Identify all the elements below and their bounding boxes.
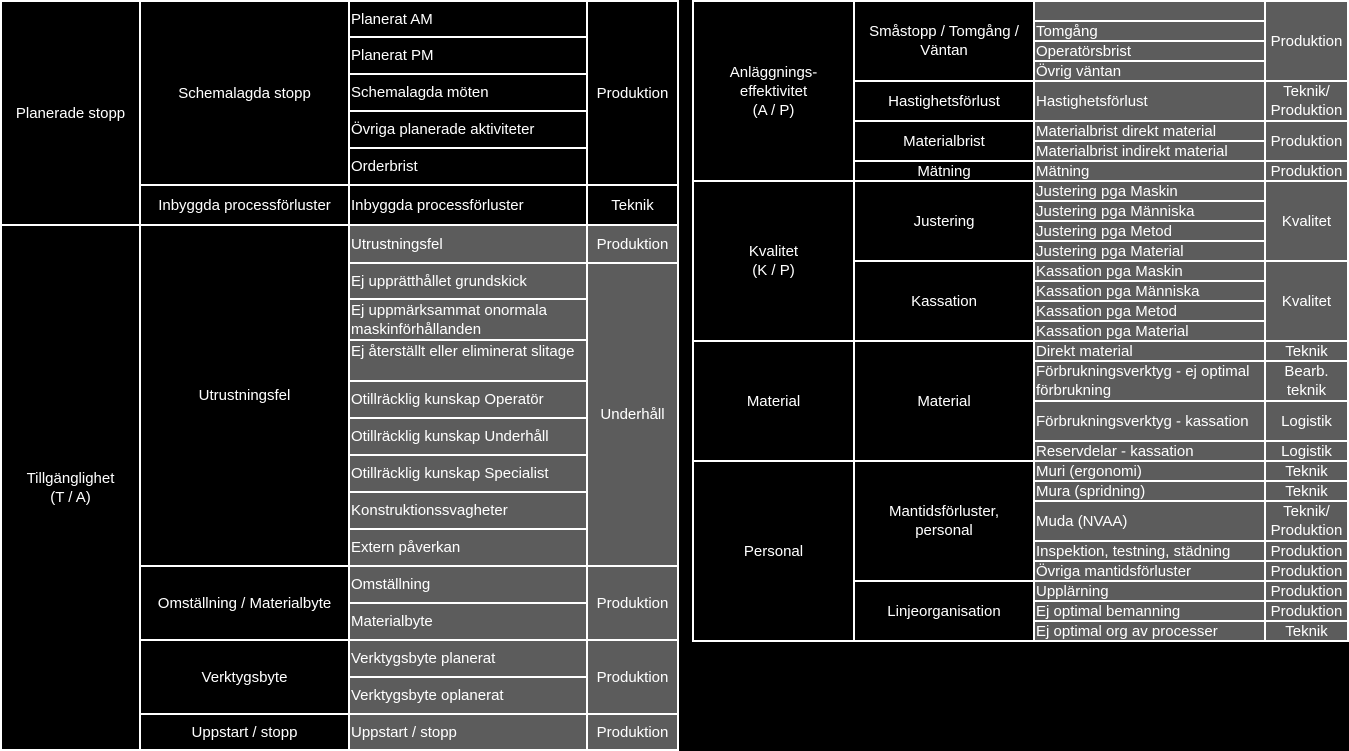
owner-cell: Produktion xyxy=(1264,600,1349,622)
loss-item: Mätning xyxy=(1033,160,1266,182)
loss-item: Konstruktionssvagheter xyxy=(348,491,588,530)
subcategory-mantidsforluster: Mantidsförluster, personal xyxy=(853,460,1035,582)
loss-item: Materialbrist direkt material xyxy=(1033,120,1266,142)
owner-cell: Underhåll xyxy=(586,262,679,567)
loss-item: Planerat AM xyxy=(348,0,588,38)
loss-item: Förbrukningsverktyg - kassation xyxy=(1033,400,1266,442)
owner-cell: Teknik/ Produktion xyxy=(1264,80,1349,122)
loss-item: Muri (ergonomi) xyxy=(1033,460,1266,482)
loss-item: Materialbyte xyxy=(348,602,588,641)
owner-cell: Produktion xyxy=(586,224,679,264)
loss-item: Otillräcklig kunskap Operatör xyxy=(348,380,588,419)
loss-item: Övrig väntan xyxy=(1033,60,1266,82)
loss-item: Ej optimal org av processer xyxy=(1033,620,1266,642)
loss-item: Inbyggda processförluster xyxy=(348,184,588,226)
category-anlaggningseffektivitet: Anläggnings- effektivitet (A / P) xyxy=(692,0,855,182)
subcategory-inbyggda: Inbyggda processförluster xyxy=(139,184,350,226)
loss-item: Övriga planerade aktiviteter xyxy=(348,110,588,149)
loss-item: Uppstart / stopp xyxy=(348,713,588,751)
owner-cell: Produktion xyxy=(1264,540,1349,562)
loss-item: Kassation pga Maskin xyxy=(1033,260,1266,282)
subcategory-material: Material xyxy=(853,340,1035,462)
owner-cell: Produktion xyxy=(1264,580,1349,602)
loss-item: Muda (NVAA) xyxy=(1033,500,1266,542)
owner-cell: Produktion xyxy=(1264,560,1349,582)
loss-item: Verktygsbyte planerat xyxy=(348,639,588,678)
loss-item: Ej uppmärksammat onormala maskinförhållanden xyxy=(348,298,588,341)
loss-item: Planerat PM xyxy=(348,36,588,75)
owner-cell: Kvalitet xyxy=(1264,180,1349,262)
loss-item: Schemalagda möten xyxy=(348,73,588,112)
blank-row xyxy=(1033,0,1266,22)
loss-item: Justering pga Material xyxy=(1033,240,1266,262)
loss-item: Inspektion, testning, städning xyxy=(1033,540,1266,562)
owner-cell: Produktion xyxy=(1264,160,1349,182)
owner-cell: Logistik xyxy=(1264,440,1349,462)
owner-cell: Logistik xyxy=(1264,400,1349,442)
loss-item: Förbrukningsverktyg - ej optimal förbrukning xyxy=(1033,360,1266,402)
loss-item: Verktygsbyte oplanerat xyxy=(348,676,588,715)
subcategory-schemalagda-stopp: Schemalagda stopp xyxy=(139,0,350,186)
loss-item: Otillräcklig kunskap Underhåll xyxy=(348,417,588,456)
loss-item: Omställning xyxy=(348,565,588,604)
loss-item: Justering pga Maskin xyxy=(1033,180,1266,202)
loss-item: Direkt material xyxy=(1033,340,1266,362)
loss-item: Övriga mantidsförluster xyxy=(1033,560,1266,582)
loss-item: Mura (spridning) xyxy=(1033,480,1266,502)
category-tillganglighet: Tillgänglighet (T / A) xyxy=(0,224,141,751)
subcategory-omstallning: Omställning / Materialbyte xyxy=(139,565,350,641)
subcategory-materialbrist: Materialbrist xyxy=(853,120,1035,162)
owner-cell: Teknik xyxy=(1264,480,1349,502)
loss-item: Justering pga Metod xyxy=(1033,220,1266,242)
loss-item: Upplärning xyxy=(1033,580,1266,602)
loss-item: Extern påverkan xyxy=(348,528,588,567)
owner-cell: Bearb. teknik xyxy=(1264,360,1349,402)
loss-item: Kassation pga Material xyxy=(1033,320,1266,342)
subcategory-justering: Justering xyxy=(853,180,1035,262)
loss-item: Ej upprätthållet grundskick xyxy=(348,262,588,300)
loss-item: Reservdelar - kassation xyxy=(1033,440,1266,462)
subcategory-kassation: Kassation xyxy=(853,260,1035,342)
owner-cell: Produktion xyxy=(586,0,679,186)
owner-cell: Teknik xyxy=(1264,620,1349,642)
loss-item: Operatörsbrist xyxy=(1033,40,1266,62)
loss-item: Justering pga Människa xyxy=(1033,200,1266,222)
loss-item: Ej optimal bemanning xyxy=(1033,600,1266,622)
subcategory-linjeorganisation: Linjeorganisation xyxy=(853,580,1035,642)
loss-item: Hastighetsförlust xyxy=(1033,80,1266,122)
category-material: Material xyxy=(692,340,855,462)
loss-item: Tomgång xyxy=(1033,20,1266,42)
subcategory-verktygsbyte: Verktygsbyte xyxy=(139,639,350,715)
owner-cell: Teknik/ Produktion xyxy=(1264,500,1349,542)
subcategory-utrustningsfel: Utrustningsfel xyxy=(139,224,350,567)
subcategory-smastopp: Småstopp / Tomgång / Väntan xyxy=(853,0,1035,82)
owner-cell: Teknik xyxy=(1264,340,1349,362)
category-kvalitet: Kvalitet (K / P) xyxy=(692,180,855,342)
loss-item: Otillräcklig kunskap Specialist xyxy=(348,454,588,493)
loss-item: Utrustningsfel xyxy=(348,224,588,264)
category-planerade-stopp: Planerade stopp xyxy=(0,0,141,226)
category-personal: Personal xyxy=(692,460,855,642)
owner-cell: Produktion xyxy=(1264,120,1349,162)
subcategory-hastighetsforlust: Hastighetsförlust xyxy=(853,80,1035,122)
subcategory-matning: Mätning xyxy=(853,160,1035,182)
subcategory-uppstart: Uppstart / stopp xyxy=(139,713,350,751)
loss-item: Materialbrist indirekt material xyxy=(1033,140,1266,162)
owner-cell: Produktion xyxy=(586,565,679,641)
loss-item: Orderbrist xyxy=(348,147,588,186)
loss-item: Ej återställt eller eliminerat slitage xyxy=(348,339,588,382)
owner-cell: Produktion xyxy=(1264,0,1349,82)
loss-item: Kassation pga Människa xyxy=(1033,280,1266,302)
owner-cell: Teknik xyxy=(586,184,679,226)
owner-cell: Teknik xyxy=(1264,460,1349,482)
owner-cell: Kvalitet xyxy=(1264,260,1349,342)
owner-cell: Produktion xyxy=(586,713,679,751)
owner-cell: Produktion xyxy=(586,639,679,715)
loss-item: Kassation pga Metod xyxy=(1033,300,1266,322)
